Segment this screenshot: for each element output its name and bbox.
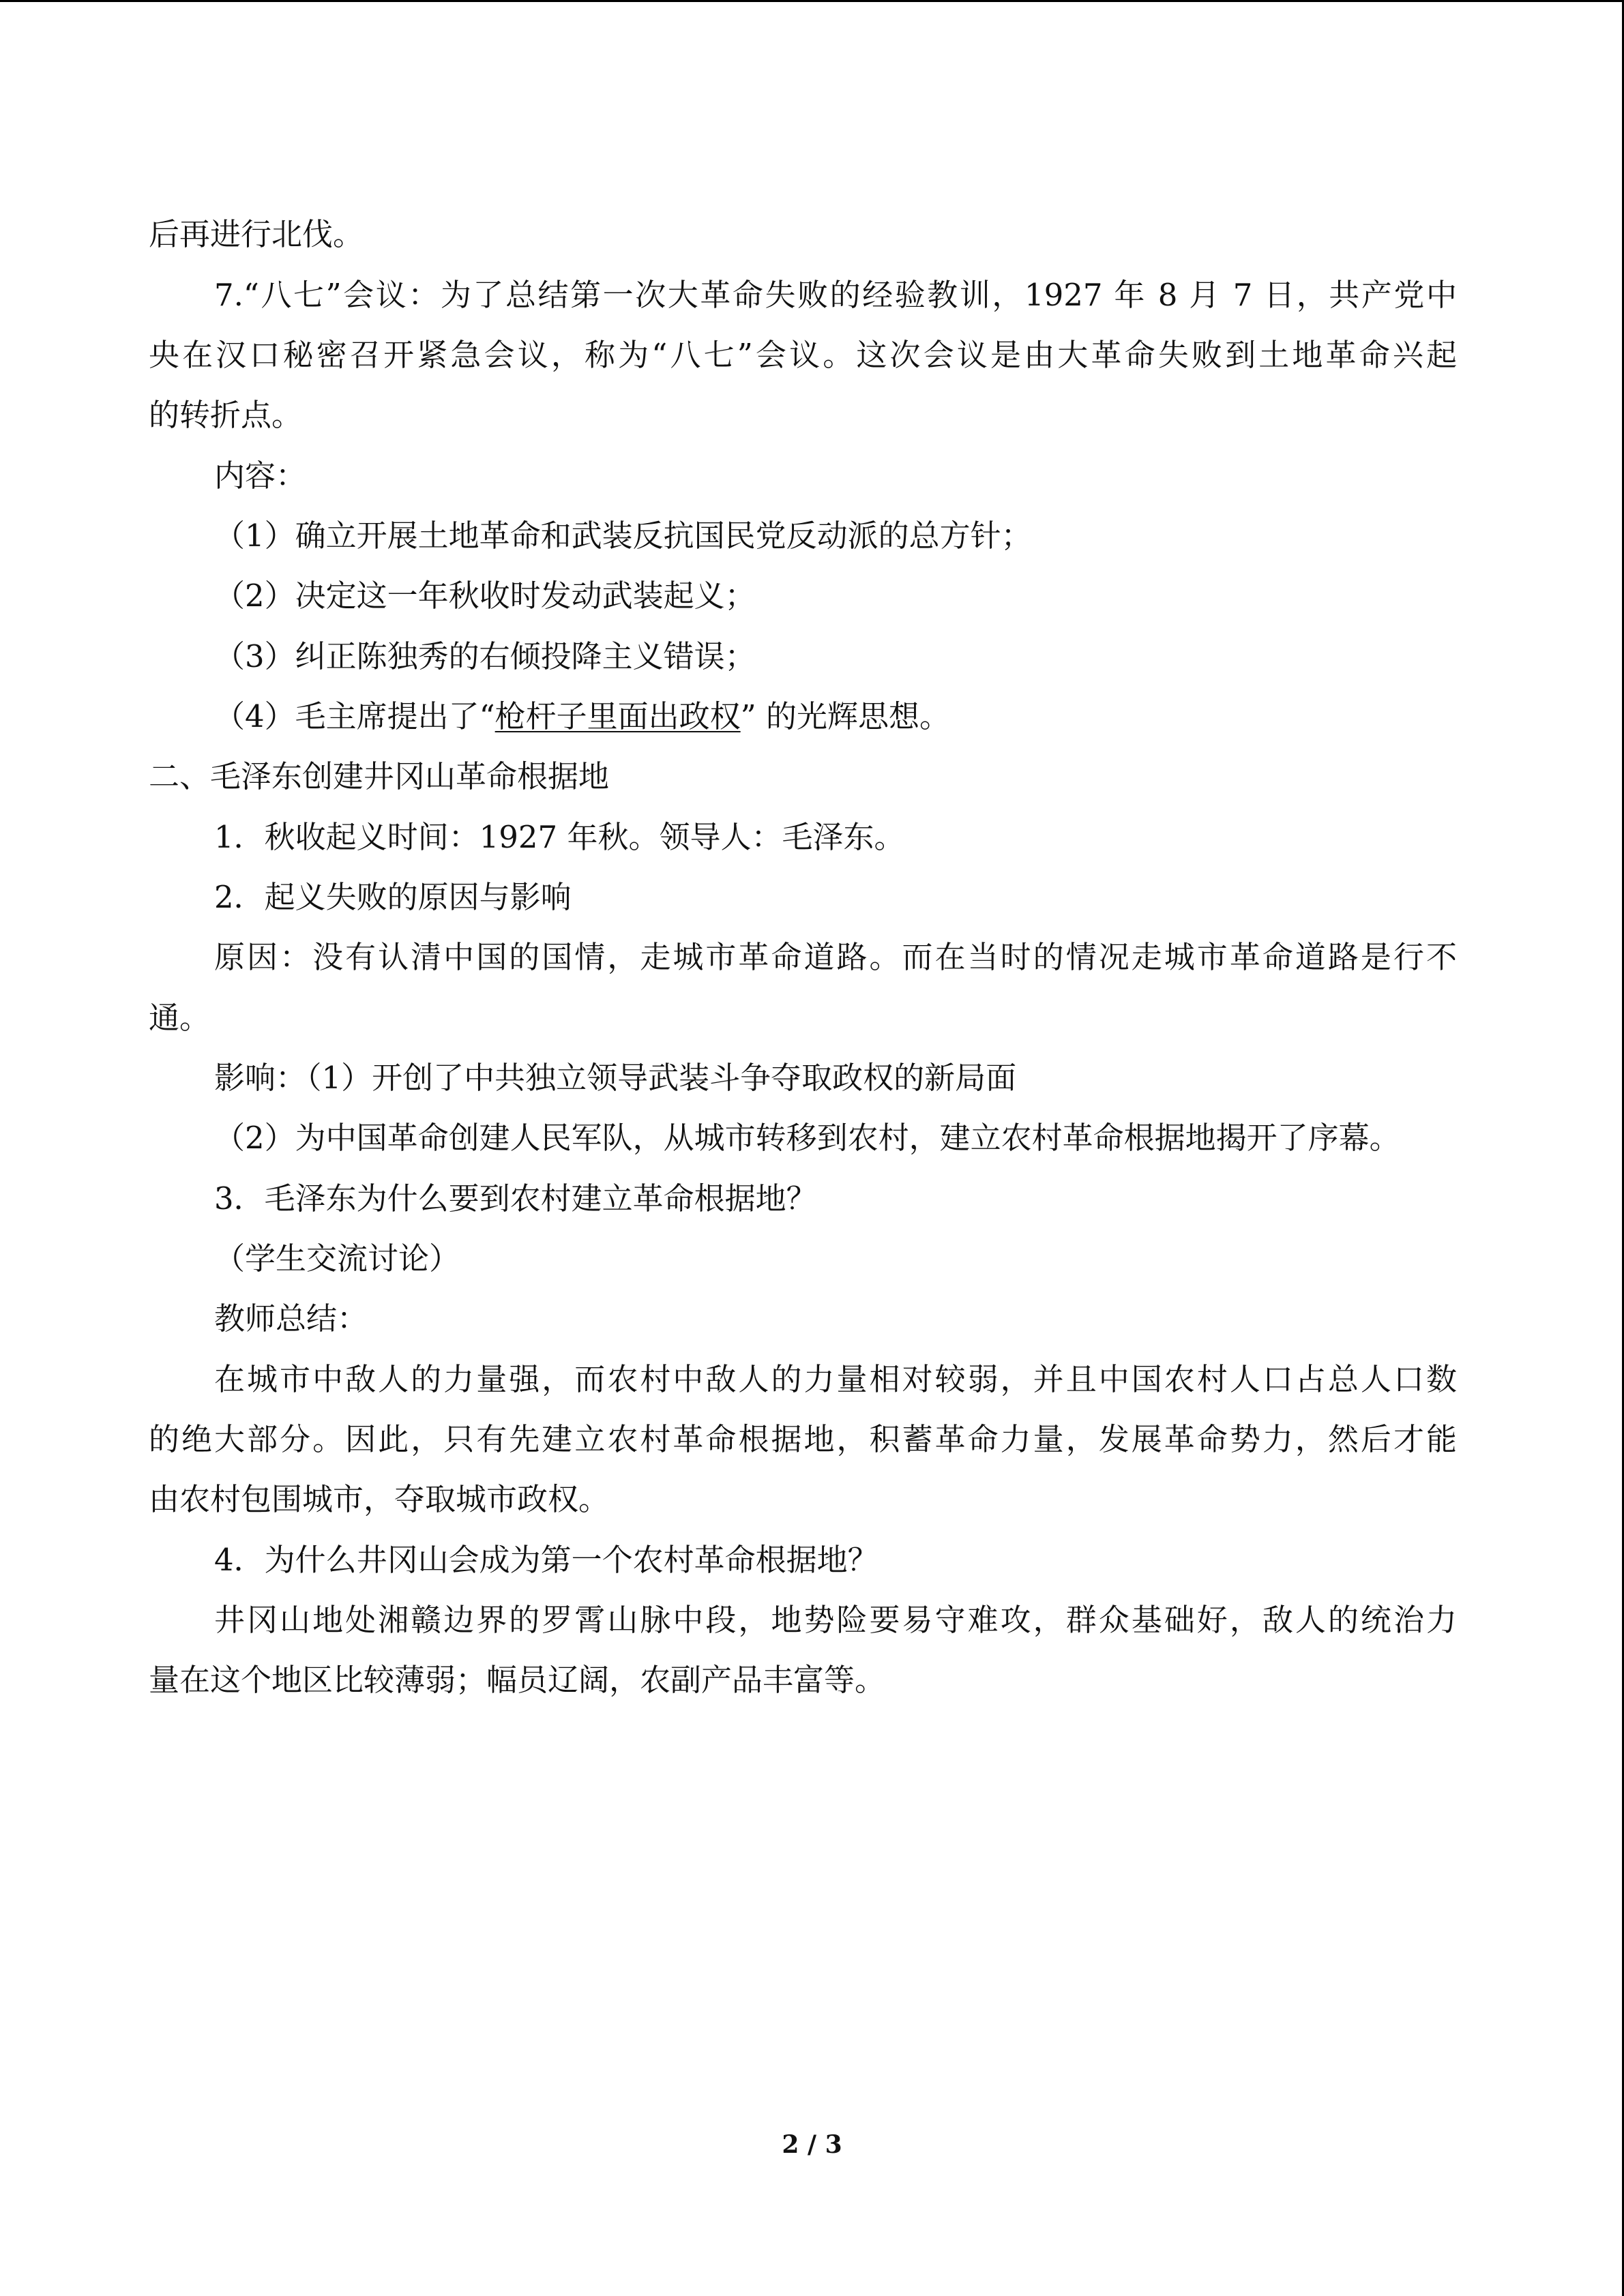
list-item-text: （4）毛主席提出了“ — [214, 698, 495, 734]
paragraph-line: （学生交流讨论） — [214, 1240, 460, 1277]
paragraph-line: 原因：没有认清中国的国情，走城市革命道路。而在当时的情况走城市革命道路是行不 — [214, 939, 1457, 975]
paragraph-line: 的绝大部分。因此，只有先建立农村革命根据地，积蓄革命力量，发展革命势力，然后才能 — [149, 1421, 1457, 1457]
paragraph-line: 井冈山地处湘赣边界的罗霄山脉中段，地势险要易守难攻，群众基础好，敌人的统治力 — [214, 1602, 1457, 1638]
paragraph-line: 的转折点。 — [149, 397, 303, 433]
paragraph-line: 在城市中敌人的力量强，而农村中敌人的力量相对较弱，并且中国农村人口占总人口数 — [214, 1361, 1457, 1397]
paragraph-line: 4．为什么井冈山会成为第一个农村革命根据地？ — [214, 1542, 879, 1578]
underlined-quote: 枪杆子里面出政权 — [494, 698, 741, 734]
list-item: （3）纠正陈独秀的右倾投降主义错误； — [214, 638, 756, 674]
paragraph-line: 影响：（1）开创了中共独立领导武装斗争夺取政权的新局面 — [214, 1060, 1017, 1096]
paragraph-line: （2）为中国革命创建人民军队，从城市转移到农村，建立农村革命根据地揭开了序幕。 — [214, 1120, 1400, 1156]
section-label: 内容： — [214, 458, 307, 494]
paragraph-line: 央在汉口秘密召开紧急会议，称为“八七”会议。这次会议是由大革命失败到土地革命兴起 — [149, 337, 1457, 373]
list-item: （2）决定这一年秋收时发动武装起义； — [214, 578, 756, 614]
page-border-top — [0, 0, 1624, 2]
paragraph-line: 7.“八七”会议：为了总结第一次大革命失败的经验教训，1927 年 8 月 7 日，共产党中 — [214, 277, 1457, 313]
paragraph-line: 1．秋收起义时间：1927 年秋。领导人：毛泽东。 — [214, 819, 905, 855]
paragraph-line: 教师总结： — [214, 1300, 368, 1337]
paragraph-line: 量在这个地区比较薄弱；幅员辽阔，农副产品丰富等。 — [149, 1662, 886, 1698]
section-heading: 二、毛泽东创建井冈山革命根据地 — [149, 758, 610, 794]
list-item — [214, 696, 950, 738]
paragraph-line: 2．起义失败的原因与影响 — [214, 879, 572, 915]
paragraph-line: 通。 — [149, 1000, 211, 1036]
paragraph-line: 3．毛泽东为什么要到农村建立革命根据地？ — [214, 1180, 817, 1217]
paragraph-line: 后再进行北伐。 — [149, 216, 364, 252]
list-item: （1）确立开展土地革命和武装反抗国民党反动派的总方针； — [214, 518, 1032, 554]
page-number: 2 / 3 — [782, 2130, 842, 2159]
paragraph-line: 由农村包围城市，夺取城市政权。 — [149, 1481, 610, 1517]
list-item-text: ” 的光辉思想。 — [740, 698, 950, 734]
